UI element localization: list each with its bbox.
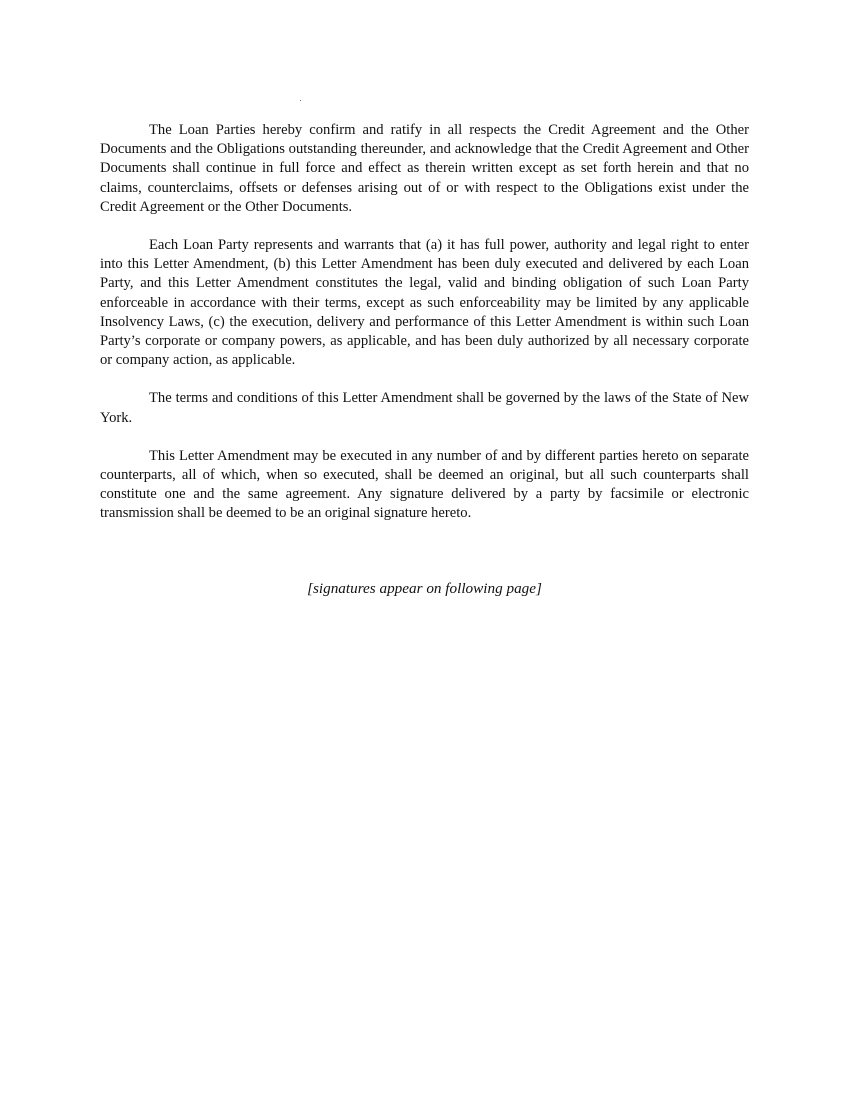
document-body — [100, 121, 749, 543]
signature-note: [signatures appear on following page] — [307, 580, 542, 597]
scan-speck — [300, 100, 301, 101]
paragraph-governing-law: The terms and conditions of this Letter Amendment shall be governed by the laws of the State of New York. — [100, 390, 749, 426]
paragraph-counterparts: This Letter Amendment may be executed in any number of and by different parties hereto on separate counterparts, all of which, when so executed, shall be deemed an original, but all such counterparts shall constitute one and the same agreement. Any signature delivered by a party by facsimile or electronic transmission shall be deemed to be an original signature hereto. — [100, 447, 749, 522]
paragraph-representations: Each Loan Party represents and warrants that (a) it has full power, authority and legal right to enter into this Letter Amendment, (b) this Letter Amendment has been duly executed and delivered by each Loan Party, and this Letter Amendment constitutes the legal, valid and binding obligation of such Loan Party enforceable in accordance with their terms, except as such enforceability may be limited by any applicable Insolvency Laws, (c) the execution, delivery and performance of this Letter Amendment is within such Loan Party’s corporate or company powers, as applicable, and has been duly authorized by all necessary corporate or company action, as applicable. — [100, 237, 749, 369]
paragraph-ratification: The Loan Parties hereby confirm and ratify in all respects the Credit Agreement and the Other Documents and the Obligations outstanding thereunder, and acknowledge that the Credit Agreement and Other Documents shall continue in full force and effect as therein written except as set forth herein and that no claims, counterclaims, offsets or defenses arising out of or with respect to the Obligations exist under the Credit Agreement or the Other Documents. — [100, 122, 749, 215]
